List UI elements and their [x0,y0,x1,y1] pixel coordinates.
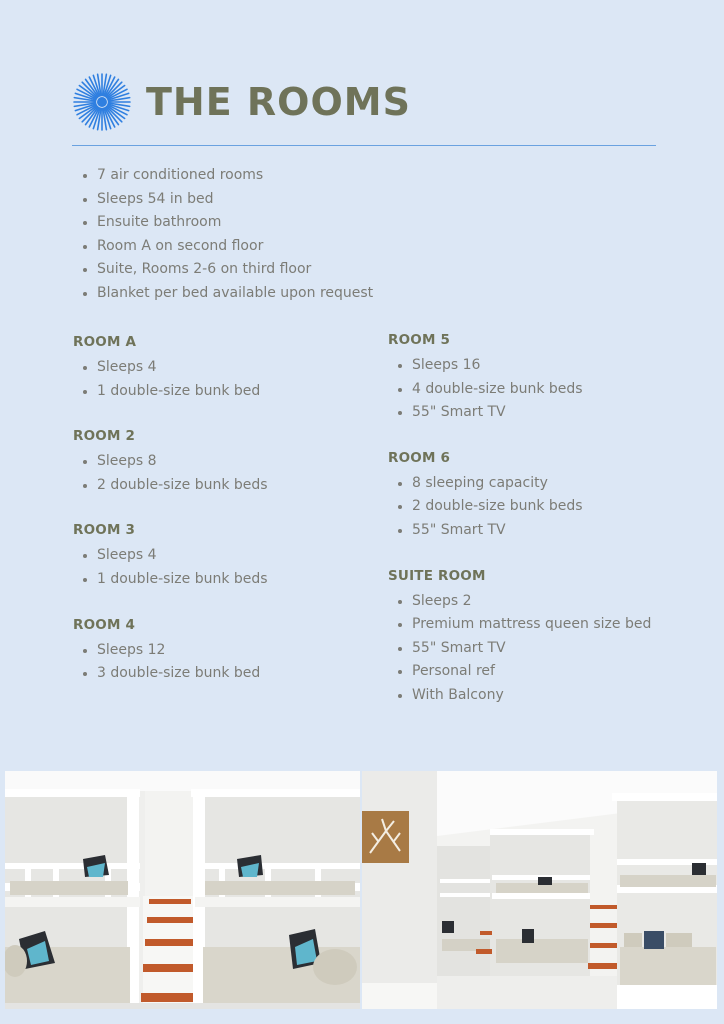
rooms-right-column [388,330,718,731]
room-heading: ROOM A [73,334,137,350]
list-item: Sleeps 2 [388,590,718,614]
list-item: 7 air conditioned rooms [73,164,373,188]
list-item: Sleeps 54 in bed [73,188,373,212]
room-section [73,332,403,403]
room-section [388,566,718,708]
page-header [72,70,411,134]
list-item: Sleeps 4 [73,356,403,380]
room-section [73,426,403,497]
general-features-list [73,164,373,306]
room-heading: ROOM 5 [388,332,451,348]
list-item: With Balcony [388,684,718,708]
list-item: Sleeps 4 [73,544,403,568]
list-item: 55" Smart TV [388,401,718,425]
list-item: 2 double-size bunk beds [73,474,403,498]
room-heading: ROOM 2 [73,428,136,445]
list-item: Sleeps 12 [73,639,403,663]
list-item: Suite, Rooms 2-6 on third floor [73,258,373,282]
room-section [388,448,718,543]
page-title: THE ROOMS [146,80,411,124]
list-item: 55" Smart TV [388,519,718,543]
sunburst-icon [72,72,132,132]
list-item: Ensuite bathroom [73,211,373,235]
list-item: Premium mattress queen size bed [388,613,718,637]
room-photos [5,771,717,1009]
list-item: Blanket per bed available upon request [73,282,373,306]
list-item: Room A on second floor [73,235,373,259]
title-divider [72,145,656,146]
list-item: 4 double-size bunk beds [388,378,718,402]
list-item: 55" Smart TV [388,637,718,661]
list-item: 1 double-size bunk beds [73,568,403,592]
room-section [73,520,403,591]
list-item: Personal ref [388,660,718,684]
room-heading: ROOM 4 [73,616,136,633]
rooms-left-column [73,332,403,709]
room-heading: SUITE ROOM [388,567,486,584]
room-heading: ROOM 6 [388,449,451,466]
list-item: 1 double-size bunk bed [73,380,403,404]
list-item: 8 sleeping capacity [388,472,718,496]
bunk-room-wide-photo [362,771,717,1009]
list-item: 2 double-size bunk beds [388,495,718,519]
room-section [388,330,718,425]
list-item: Sleeps 8 [73,450,403,474]
room-heading: ROOM 3 [73,522,136,539]
room-section [73,615,403,686]
bunk-room-photo [5,771,360,1009]
list-item: Sleeps 16 [388,354,718,378]
list-item: 3 double-size bunk bed [73,662,403,686]
